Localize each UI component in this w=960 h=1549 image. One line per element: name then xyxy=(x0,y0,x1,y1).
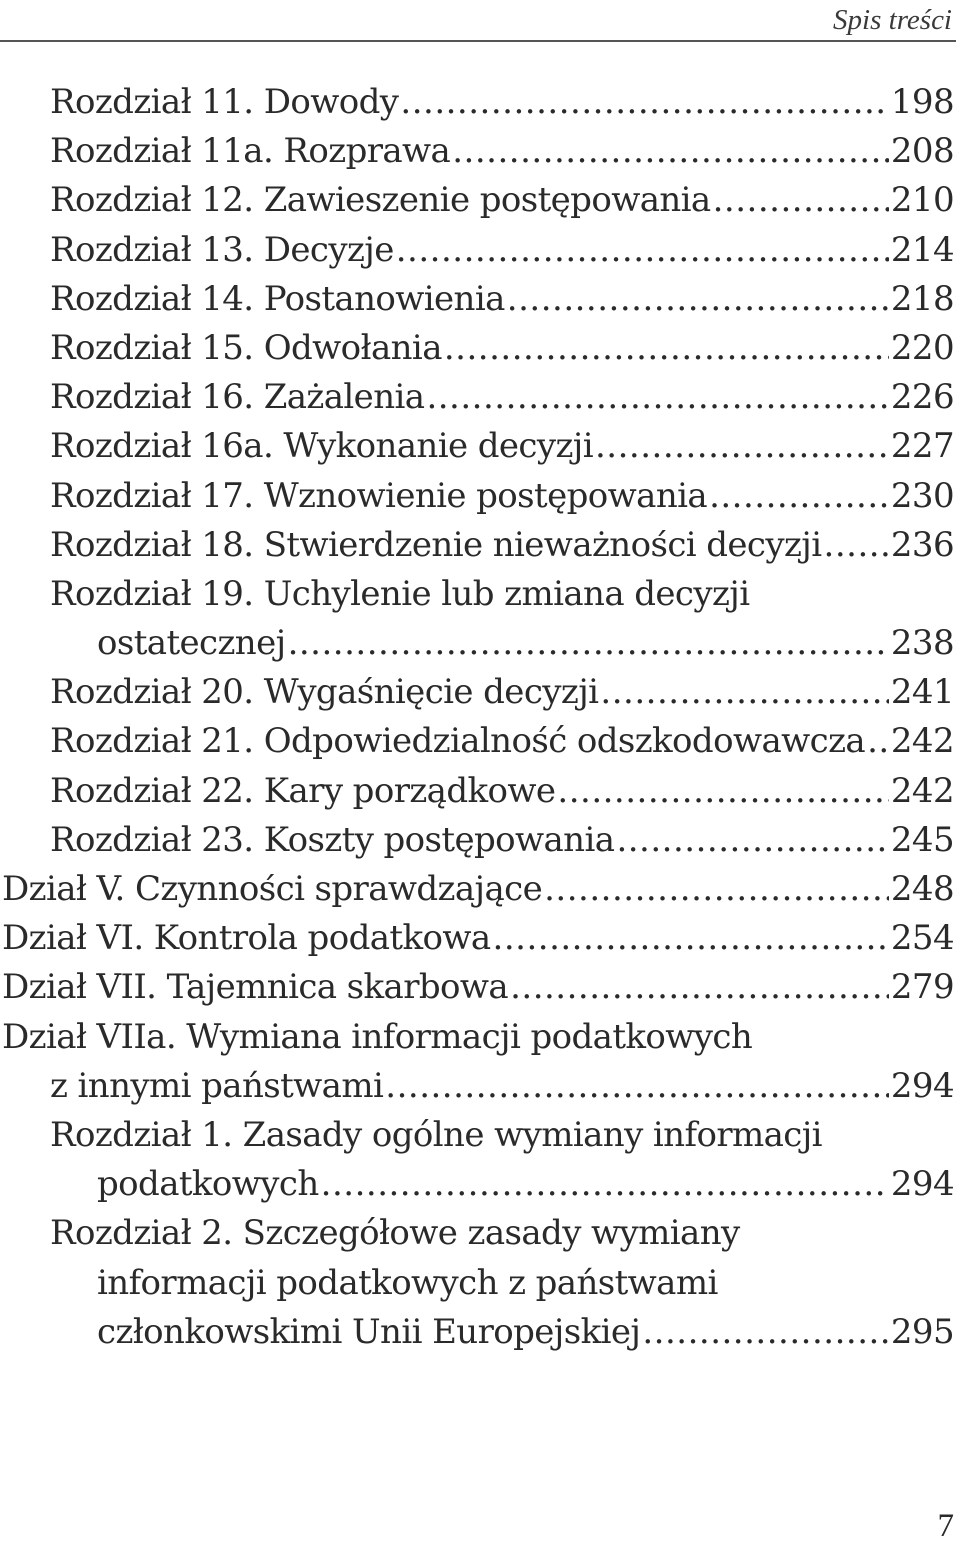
toc-entry xyxy=(0,668,954,717)
toc-entry xyxy=(0,914,954,963)
toc-entry-page: 294 xyxy=(890,1164,954,1205)
toc-entry-page: 227 xyxy=(890,426,954,467)
toc-entry xyxy=(0,865,954,914)
toc-entry-title: Dział VII. Tajemnica skarbowa xyxy=(2,967,509,1008)
toc-entry xyxy=(0,226,954,275)
toc-entry-title: Rozdział 21. Odpowiedzialność odszkodowawcza xyxy=(50,721,866,762)
toc-entry xyxy=(0,324,954,373)
toc-entry-page: 220 xyxy=(890,327,954,368)
toc-leader-dots xyxy=(510,963,889,1012)
toc-entry-title: podatkowych xyxy=(97,1164,319,1205)
toc-leader-dots xyxy=(557,767,889,816)
toc-entry-title: Rozdział 13. Decyzje xyxy=(50,229,394,270)
toc-entry-page: 254 xyxy=(890,918,954,959)
toc-leader-dots xyxy=(493,914,889,963)
toc-leader-dots xyxy=(444,324,889,373)
toc-entry-title: Rozdział 11a. Rozprawa xyxy=(50,131,451,172)
toc-leader-dots xyxy=(595,422,889,471)
toc-entry-title: Rozdział 2. Szczegółowe zasady wymiany xyxy=(50,1213,740,1254)
toc-entry-page: 248 xyxy=(890,869,954,909)
toc-entry xyxy=(0,816,954,865)
header-rule xyxy=(0,40,956,42)
toc-entry-page: 241 xyxy=(890,672,954,713)
toc-entry xyxy=(0,472,954,521)
toc-leader-dots xyxy=(824,521,889,570)
toc-entry-title: Rozdział 22. Kary porządkowe xyxy=(50,770,556,811)
toc-entry xyxy=(0,373,954,422)
table-of-contents xyxy=(0,78,954,1357)
toc-entry xyxy=(0,127,954,176)
toc-entry xyxy=(0,521,954,570)
toc-leader-dots xyxy=(452,127,889,176)
toc-leader-dots xyxy=(544,865,889,914)
toc-entry-title: ostatecznej xyxy=(97,623,286,664)
toc-entry-title: Dział V. Czynności sprawdzające xyxy=(2,869,543,909)
toc-entry-title: Rozdział 14. Postanowienia xyxy=(50,278,505,319)
toc-entry xyxy=(0,1259,954,1308)
toc-leader-dots xyxy=(396,226,889,275)
toc-entry-page: 208 xyxy=(890,131,954,172)
toc-entry-title: Rozdział 15. Odwołania xyxy=(50,327,442,368)
toc-entry-page: 245 xyxy=(890,819,954,860)
toc-entry-title: Rozdział 19. Uchylenie lub zmiana decyzji xyxy=(50,573,750,614)
toc-entry-page: 218 xyxy=(890,278,954,319)
toc-entry xyxy=(0,1209,954,1258)
toc-entry xyxy=(0,570,954,619)
toc-entry-title: Rozdział 16a. Wykonanie decyzji xyxy=(50,426,593,467)
toc-entry-page: 226 xyxy=(890,377,954,418)
toc-entry-title: członkowskimi Unii Europejskiej xyxy=(97,1311,641,1352)
running-head: Spis treści xyxy=(833,4,952,36)
toc-leader-dots xyxy=(616,816,888,865)
toc-entry xyxy=(0,767,954,816)
toc-entry-title: Dział VI. Kontrola podatkowa xyxy=(2,918,491,959)
page-number: 7 xyxy=(937,1508,954,1544)
toc-entry-title: Rozdział 11. Dowody xyxy=(50,82,399,122)
toc-entry-title: Rozdział 18. Stwierdzenie nieważności decyzji xyxy=(50,524,822,565)
toc-entry-title: Rozdział 20. Wygaśnięcie decyzji xyxy=(50,672,599,713)
toc-entry-page: 294 xyxy=(890,1065,954,1106)
toc-entry-title: Rozdział 16. Zażalenia xyxy=(50,377,425,418)
toc-entry-title: Rozdział 1. Zasady ogólne wymiany informacji xyxy=(50,1114,822,1155)
toc-leader-dots xyxy=(867,717,889,766)
toc-entry xyxy=(0,1013,954,1062)
toc-entry-page: 236 xyxy=(890,524,954,565)
toc-leader-dots xyxy=(385,1062,889,1111)
toc-leader-dots xyxy=(713,176,889,225)
toc-entry-page: 279 xyxy=(890,967,954,1008)
toc-entry-title: Rozdział 17. Wznowienie postępowania xyxy=(50,475,708,516)
toc-entry-page: 210 xyxy=(890,180,954,221)
toc-leader-dots xyxy=(321,1160,889,1209)
toc-entry-page: 295 xyxy=(890,1311,954,1352)
toc-entry-title: Dział VIIa. Wymiana informacji podatkowych xyxy=(2,1016,753,1057)
toc-entry-title: Rozdział 23. Koszty postępowania xyxy=(50,819,615,860)
toc-entry xyxy=(0,1111,954,1160)
toc-leader-dots xyxy=(507,275,889,324)
toc-entry-title: z innymi państwami xyxy=(50,1065,384,1106)
toc-entry xyxy=(0,176,954,225)
toc-leader-dots xyxy=(600,668,888,717)
toc-entry xyxy=(0,78,954,127)
toc-leader-dots xyxy=(288,619,889,668)
toc-entry-title: informacji podatkowych z państwami xyxy=(97,1262,718,1303)
toc-leader-dots xyxy=(400,78,889,127)
toc-entry xyxy=(0,1062,954,1111)
toc-entry xyxy=(0,422,954,471)
toc-leader-dots xyxy=(426,373,888,422)
toc-entry xyxy=(0,275,954,324)
toc-entry-page: 214 xyxy=(890,229,954,270)
toc-entry-page: 242 xyxy=(890,721,954,762)
toc-leader-dots xyxy=(709,472,889,521)
toc-entry-page: 230 xyxy=(890,475,954,516)
toc-entry-page: 242 xyxy=(890,770,954,811)
toc-entry-page: 198 xyxy=(890,82,954,122)
toc-leader-dots xyxy=(642,1308,889,1357)
toc-entry xyxy=(0,963,954,1012)
toc-entry xyxy=(0,1308,954,1357)
toc-entry xyxy=(0,1160,954,1209)
toc-entry-title: Rozdział 12. Zawieszenie postępowania xyxy=(50,180,711,221)
toc-entry-page: 238 xyxy=(890,623,954,664)
toc-entry xyxy=(0,717,954,766)
toc-entry xyxy=(0,619,954,668)
